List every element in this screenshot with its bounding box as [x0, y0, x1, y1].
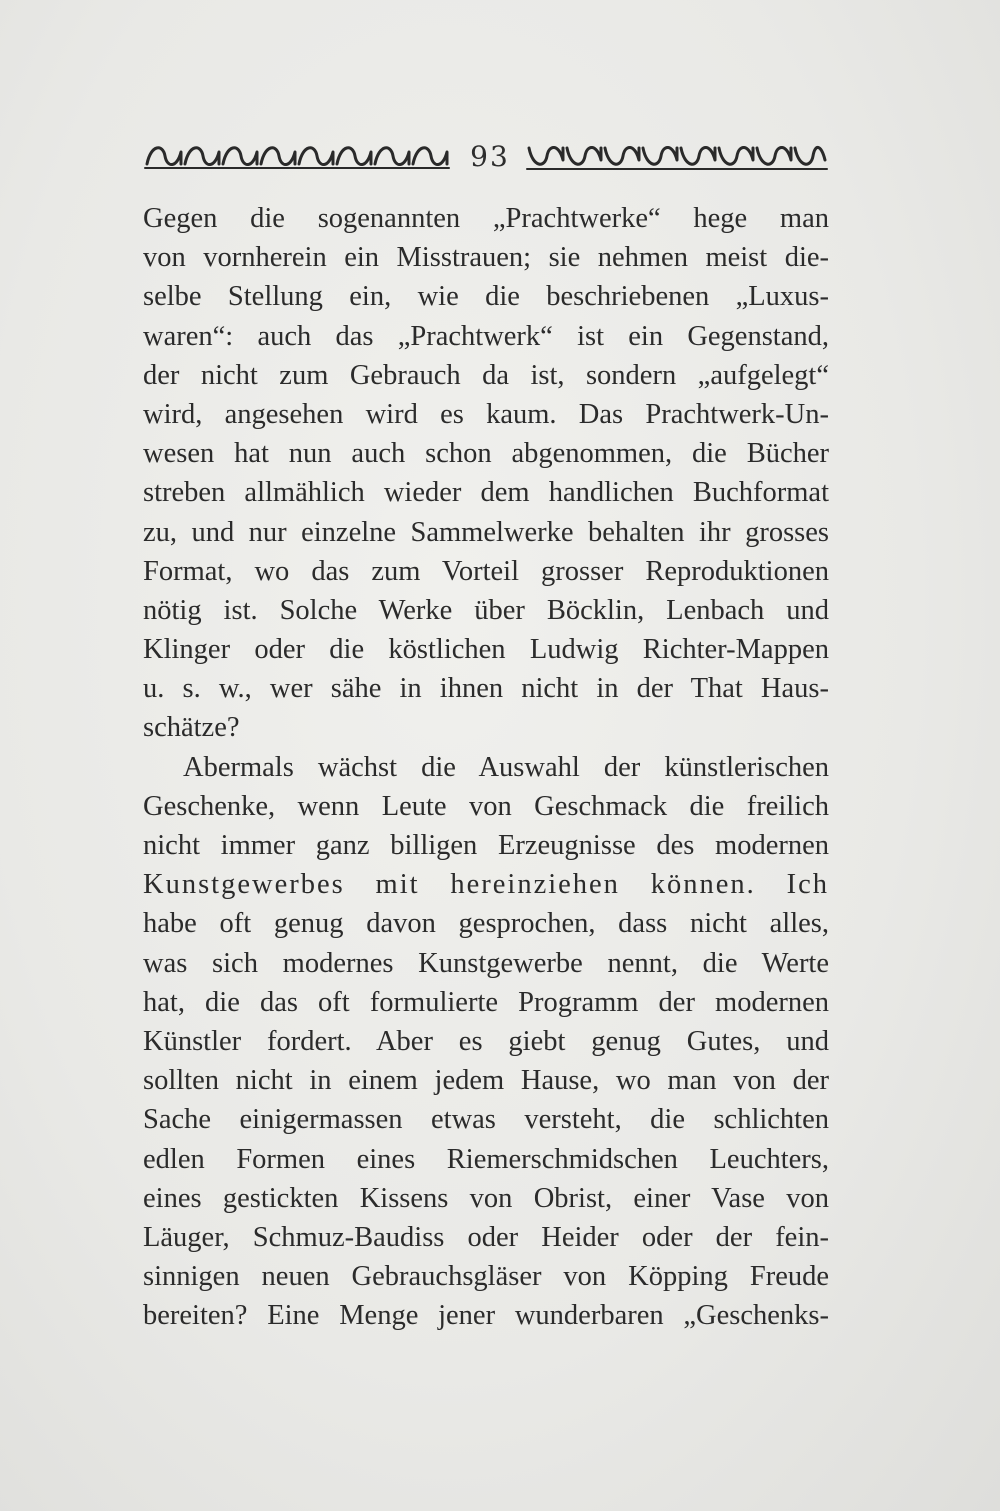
- text-line: streben allmählich wieder dem handlichen Buchformat: [143, 477, 829, 509]
- body-text: [143, 199, 829, 1335]
- text-line: was sich modernes Kunstgewerbe nennt, die Werte: [143, 947, 829, 979]
- text-line: hat, die das oft formulierte Programm der modernen: [143, 986, 829, 1018]
- text-line: eines gestickten Kissens von Obrist, einer Vase von: [143, 1182, 829, 1214]
- text-line: zu, und nur einzelne Sammelwerke behalten ihr grosses: [143, 516, 829, 548]
- running-header: [143, 138, 829, 174]
- text-line: Sache einigermassen etwas versteht, die schlichten: [143, 1104, 829, 1136]
- text-line: Gegen die sogenannten „Prachtwerke“ hege man: [143, 203, 829, 234]
- text-line: Format, wo das zum Vorteil grosser Reproduktionen: [143, 555, 829, 587]
- text-line: schätze?: [143, 712, 240, 744]
- text-line: nicht immer ganz billigen Erzeugnisse des modernen: [143, 830, 829, 861]
- text-line: Kunstgewerbes mit hereinziehen können. Ich: [143, 869, 829, 901]
- text-line: Geschenke, wenn Leute von Geschmack die freilich: [143, 790, 829, 822]
- text-line: Abermals wächst die Auswahl der künstlerischen: [183, 751, 829, 783]
- text-line: bereiten? Eine Menge jener wunderbaren „Geschenks-: [143, 1300, 829, 1332]
- text-line: Läuger, Schmuz-Baudiss oder Heider oder der fein-: [143, 1221, 829, 1253]
- text-line: von vornherein ein Misstrauen; sie nehmen meist die-: [143, 242, 829, 274]
- header-ornament-right: [525, 138, 829, 174]
- text-line: Klinger oder die köstlichen Ludwig Richter-Mappen: [143, 634, 829, 666]
- text-line: wird, angesehen wird es kaum. Das Prachtwerk-Un-: [143, 398, 829, 430]
- text-line: habe oft genug davon gesprochen, dass nicht alles,: [143, 908, 829, 940]
- header-ornament-left: [143, 138, 451, 174]
- text-line: der nicht zum Gebrauch da ist, sondern „aufgelegt“: [143, 359, 829, 391]
- text-line: wesen hat nun auch schon abgenommen, die Bücher: [143, 438, 829, 470]
- text-line: edlen Formen eines Riemerschmidschen Leuchters,: [143, 1143, 829, 1175]
- page-number: 93: [470, 140, 510, 173]
- text-line: waren“: auch das „Prachtwerk“ ist ein Gegenstand,: [143, 320, 829, 352]
- text-line: sinnigen neuen Gebrauchsgläser von Köpping Freude: [143, 1261, 829, 1293]
- text-line: nötig ist. Solche Werke über Böcklin, Lenbach und: [143, 594, 829, 626]
- text-line: Künstler fordert. Aber es giebt genug Gutes, und: [143, 1025, 829, 1057]
- text-line: selbe Stellung ein, wie die beschriebenen „Luxus-: [143, 281, 829, 313]
- text-line: sollten nicht in einem jedem Hause, wo man von der: [143, 1065, 829, 1097]
- text-line: u. s. w., wer sähe in ihnen nicht in der That Haus-: [143, 673, 829, 705]
